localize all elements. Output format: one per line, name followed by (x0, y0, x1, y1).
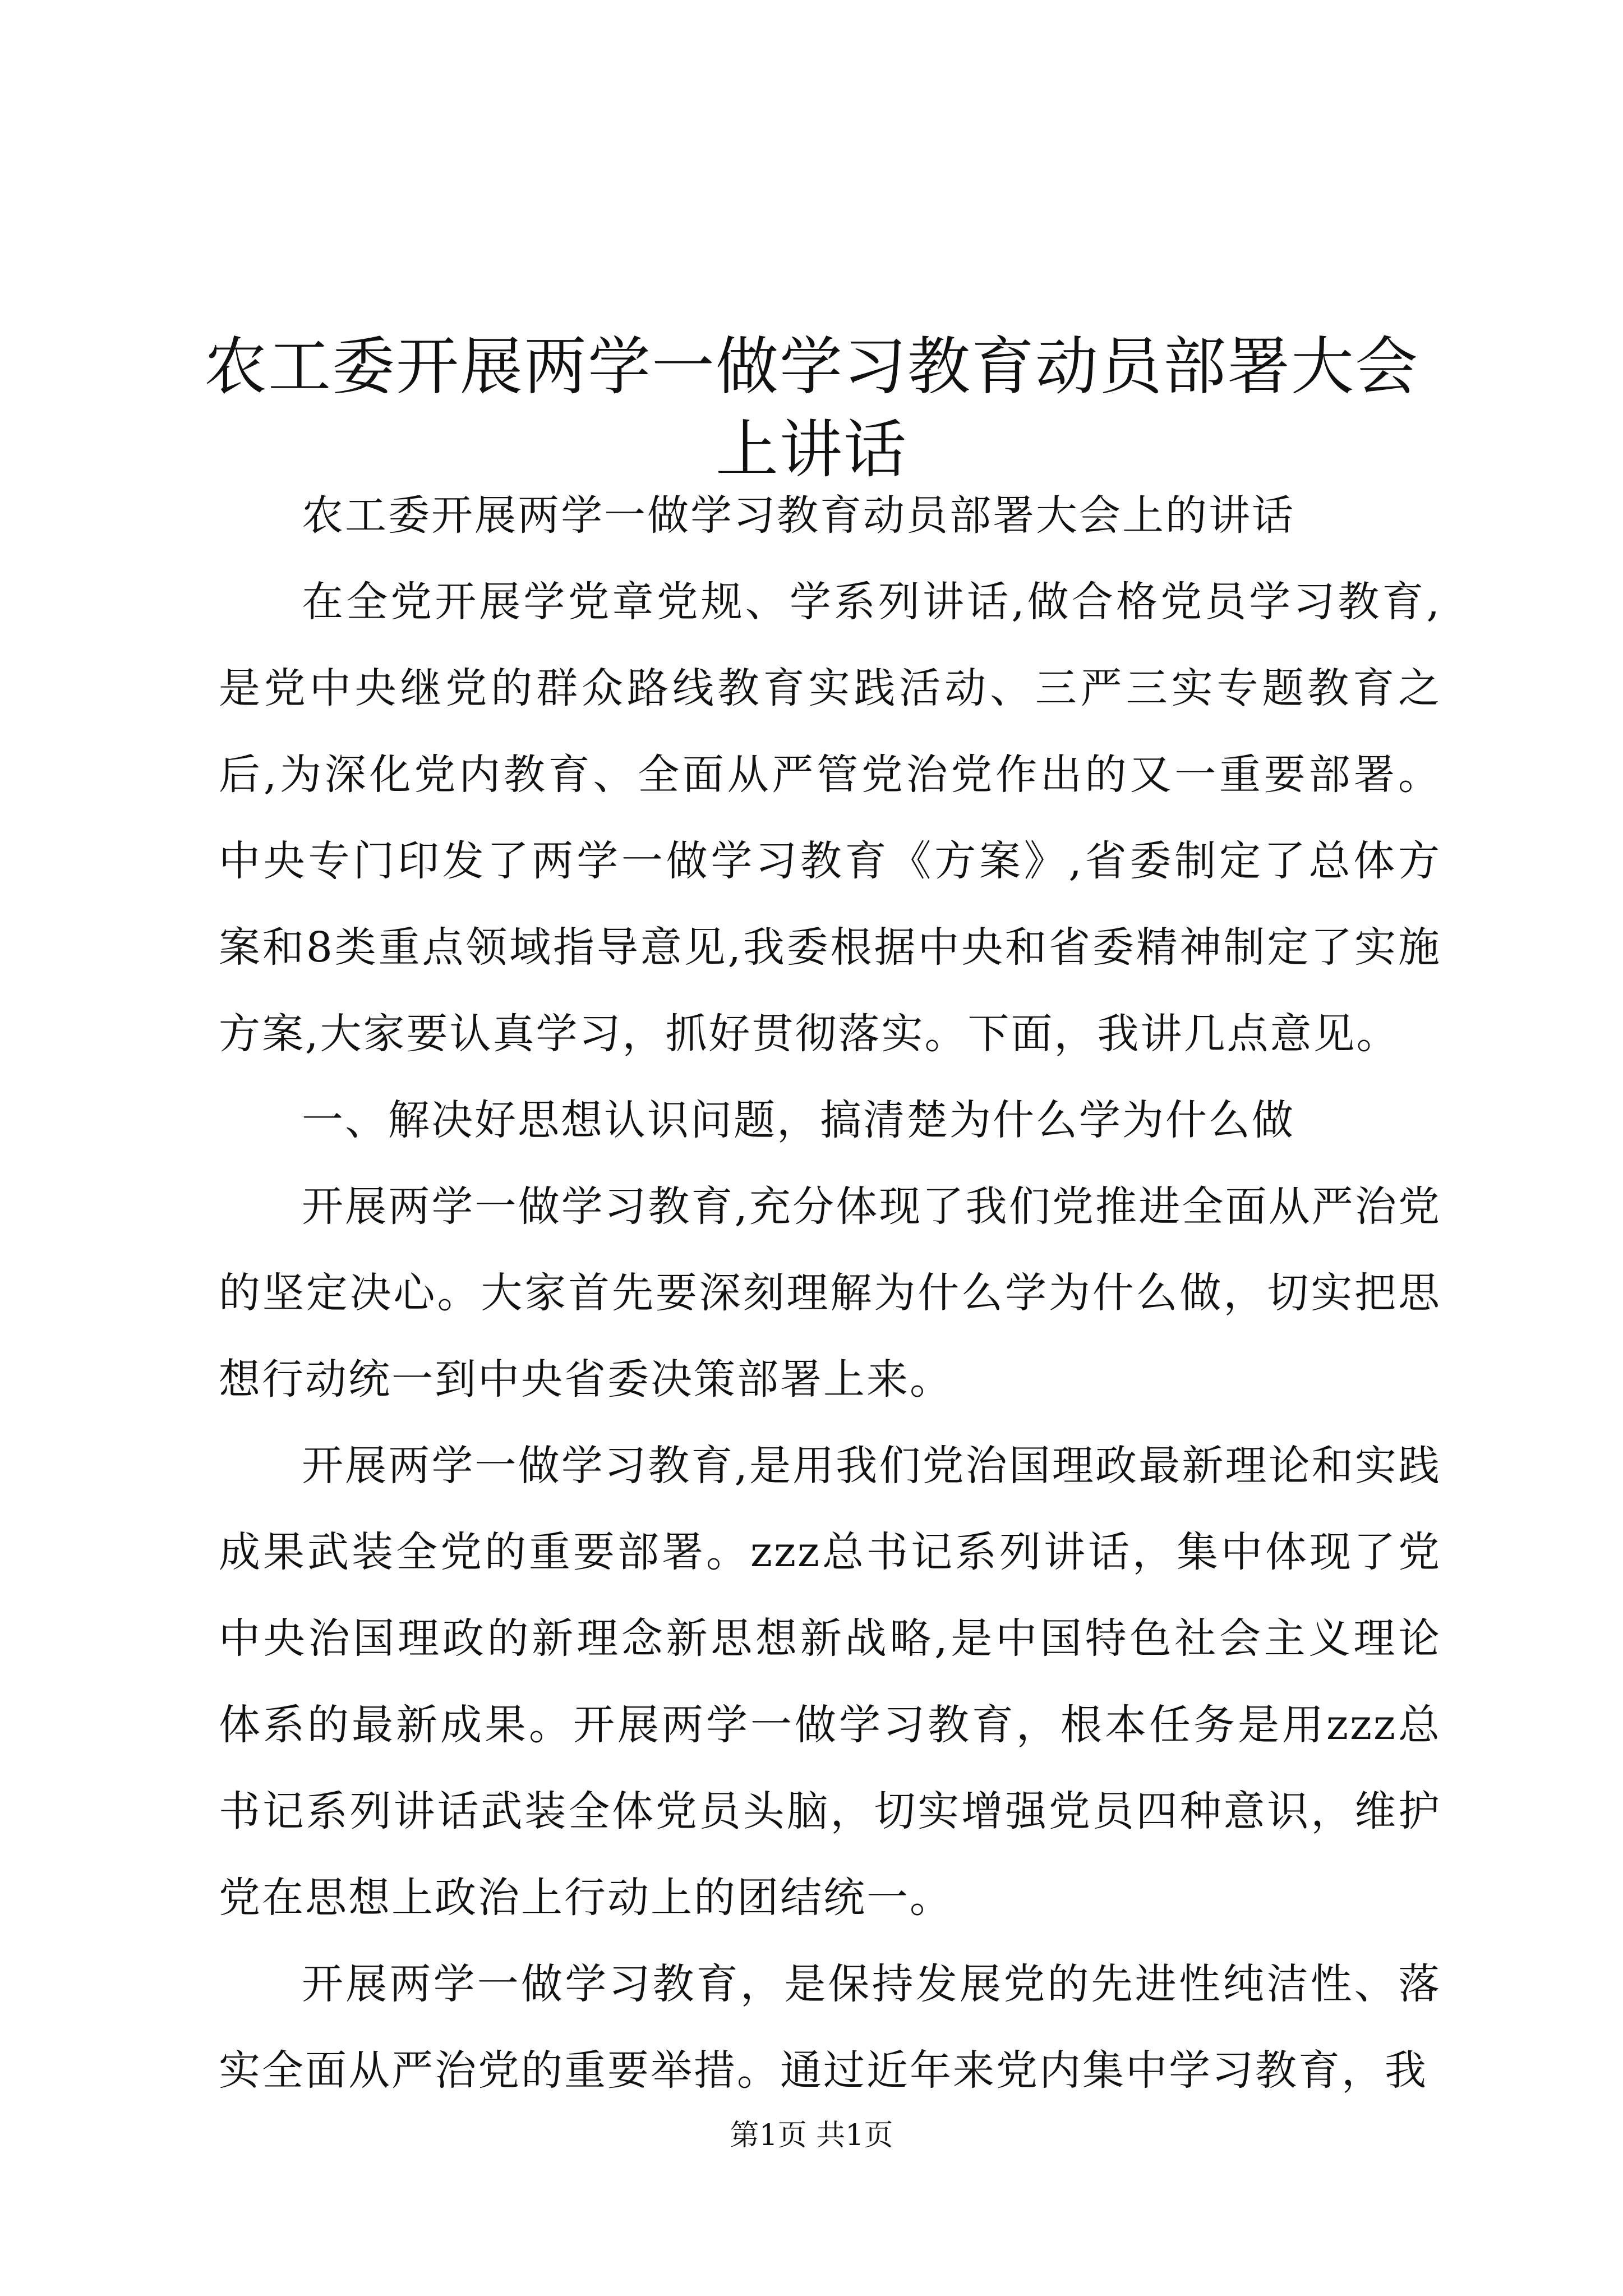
body-paragraph: 开展两学一做学习教育,是用我们党治国理政最新理论和实践成果武装全党的重要部署。zzz总书记系列讲话，集中体现了党中央治国理政的新理念新思想新战略,是中国特色社会主义理论体系的最新成果。开展两学一做学习教育，根本任务是用zzz总书记系列讲话武装全体党员头脑，切实增强党员四种意识，维护党在思想上政治上行动上的团结统一。 (219, 1442, 1441, 1922)
document-body (219, 472, 1441, 2114)
body-paragraph: 开展两学一做学习教育,充分体现了我们党推进全面从严治党的坚定决心。大家首先要深刻理解为什么学为什么做，切实把思想行动统一到中央省委决策部署上来。 (219, 1182, 1441, 1404)
body-paragraph: 开展两学一做学习教育，是保持发展党的先进性纯洁性、落实全面从严治党的重要举措。通过近年来党内集中学习教育，我 (219, 1960, 1441, 2095)
page-footer: 第1页 共1页 (730, 2119, 893, 2152)
section-heading: 一、解决好思想认识问题，搞清楚为什么学为什么做 (302, 1096, 1295, 1144)
body-paragraph: 在全党开展学党章党规、学系列讲话,做合格党员学习教育,是党中央继党的群众路线教育实践活动、三严三实专题教育之后,为深化党内教育、全面从严管党治党作出的又一重要部署。中央专门印发了两学一做学习教育《方案》,省委制定了总体方案和8类重点领域指导意见,我委根据中央和省委精神制定了实施方案,大家要认真学习，抓好贯彻落实。下面，我讲几点意见。 (219, 578, 1441, 1058)
document-title: 农工委开展两学一做学习教育动员部署大会上讲话 (204, 330, 1419, 487)
subtitle-paragraph: 农工委开展两学一做学习教育动员部署大会上的讲话 (302, 491, 1295, 540)
